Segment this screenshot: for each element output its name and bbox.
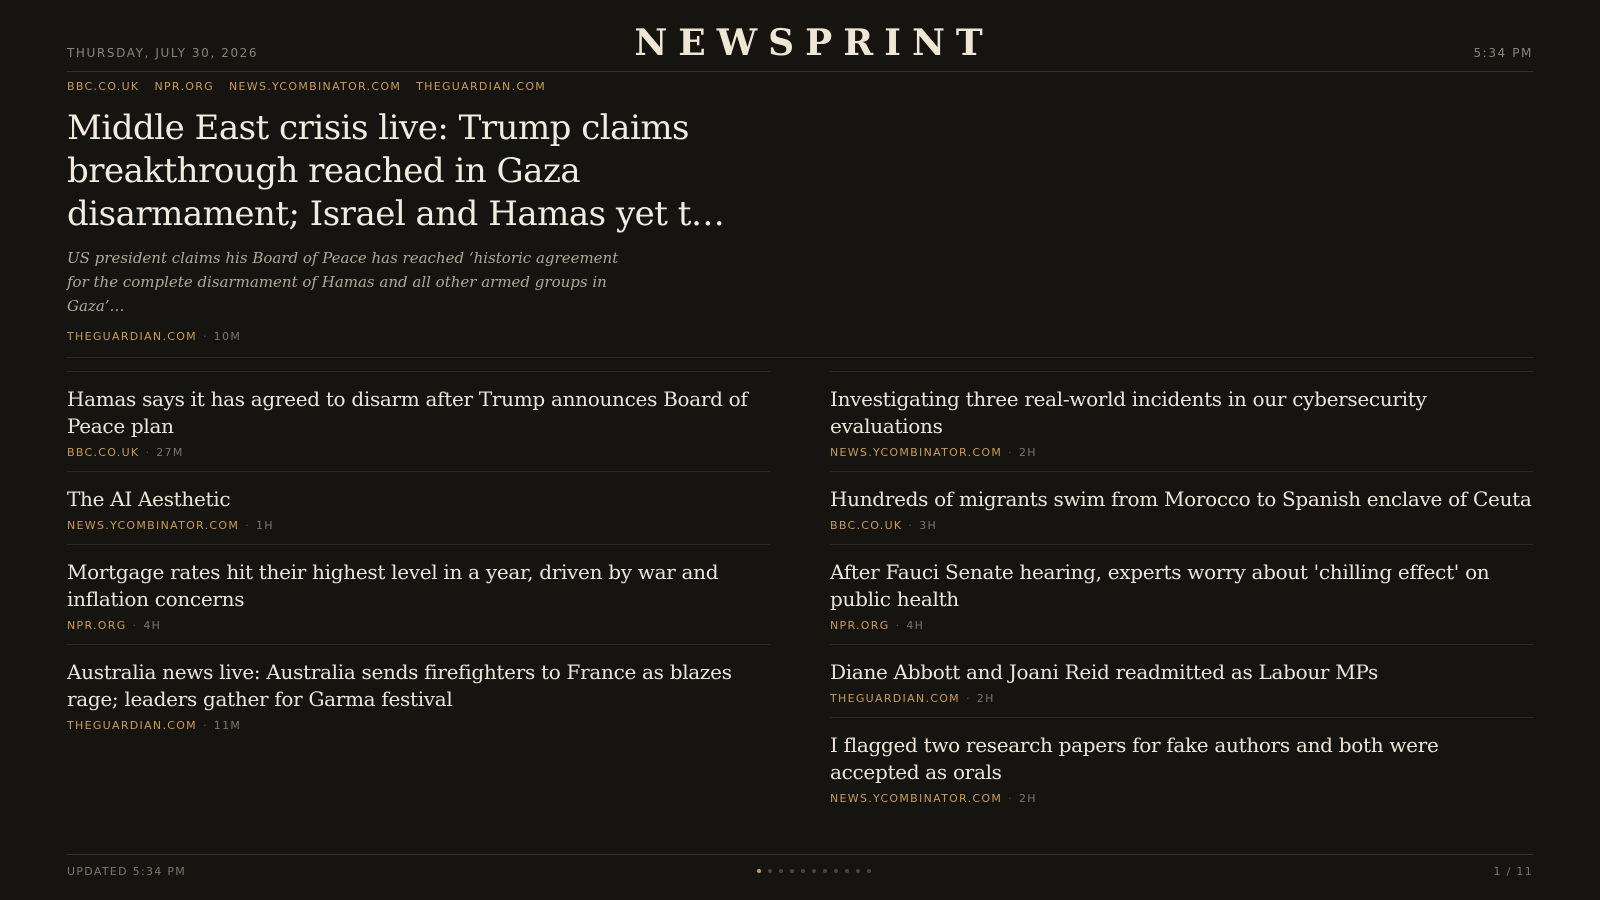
story-age: 11M <box>213 719 242 732</box>
story-headline[interactable]: Investigating three real-world incidents in our cybersecurity evaluations <box>830 387 1427 438</box>
meta-separator: · <box>145 446 151 459</box>
lead-story[interactable] <box>67 93 1533 358</box>
source-filter-guardian[interactable]: THEGUARDIAN.COM <box>416 80 547 93</box>
page-dot-6[interactable] <box>812 869 816 873</box>
page-dot-3[interactable] <box>779 869 783 873</box>
page-dot-11[interactable] <box>867 869 871 873</box>
page-dot-8[interactable] <box>834 869 838 873</box>
story-meta <box>830 519 1533 532</box>
masthead <box>67 0 1533 72</box>
current-date: THURSDAY, JULY 30, 2026 <box>67 46 259 60</box>
story-item[interactable] <box>830 545 1533 645</box>
story-headline[interactable]: Australia news live: Australia sends firefighters to France as blazes rage; leaders gather for Garma festival <box>67 660 732 711</box>
page-dot-9[interactable] <box>845 869 849 873</box>
meta-separator: · <box>1008 446 1013 459</box>
story-headline[interactable]: Hundreds of migrants swim from Morocco to Spanish enclave of Ceuta <box>830 487 1532 511</box>
story-source: THEGUARDIAN.COM <box>830 692 960 705</box>
story-headline[interactable]: The AI Aesthetic <box>67 487 231 511</box>
story-age: 3H <box>919 519 938 532</box>
lead-meta <box>67 330 1533 343</box>
page-dots <box>67 869 1533 873</box>
story-item[interactable] <box>67 545 770 645</box>
story-source: THEGUARDIAN.COM <box>67 330 197 343</box>
story-headline[interactable]: Diane Abbott and Joani Reid readmitted as Labour MPs <box>830 660 1378 684</box>
page-dot-10[interactable] <box>856 869 860 873</box>
last-updated: UPDATED 5:34 PM <box>67 865 187 878</box>
story-source: THEGUARDIAN.COM <box>67 719 197 732</box>
story-grid <box>67 371 1533 817</box>
meta-separator: · <box>908 519 914 532</box>
story-source: NPR.ORG <box>67 619 127 632</box>
story-age: 4H <box>143 619 162 632</box>
meta-separator: · <box>895 619 901 632</box>
story-headline[interactable]: Hamas says it has agreed to disarm after Trump announces Board of Peace plan <box>67 387 748 438</box>
page-dot-2[interactable] <box>768 869 772 873</box>
page-indicator: 1 / 11 <box>1493 865 1533 878</box>
source-filter-list <box>67 80 1533 93</box>
story-column-right <box>830 371 1533 817</box>
story-headline[interactable]: I flagged two research papers for fake authors and both were accepted as orals <box>830 733 1439 784</box>
source-filter-npr[interactable]: NPR.ORG <box>154 80 214 93</box>
meta-separator: · <box>245 519 250 532</box>
meta-separator: · <box>965 692 971 705</box>
story-age: 2H <box>976 692 995 705</box>
story-meta <box>67 719 770 732</box>
meta-separator: · <box>1008 792 1013 805</box>
story-age: 27M <box>156 446 184 459</box>
lead-summary: US president claims his Board of Peace has reached ‘historic agreement for the complete disarmament of Hamas and all other armed groups in Gaza’… <box>67 249 619 315</box>
lead-headline[interactable]: Middle East crisis live: Trump claims breakthrough reached in Gaza disarmament; Israel and Hamas yet t… <box>67 108 725 234</box>
story-source: NEWS.YCOMBINATOR.COM <box>67 519 240 532</box>
story-item[interactable] <box>67 645 770 744</box>
story-item[interactable] <box>830 645 1533 718</box>
story-headline[interactable]: After Fauci Senate hearing, experts worry about 'chilling effect' on public health <box>830 560 1490 611</box>
story-headline[interactable]: Mortgage rates hit their highest level in a year, driven by war and inflation concerns <box>67 560 719 611</box>
story-column-left <box>67 371 770 817</box>
story-meta <box>830 619 1533 632</box>
story-age: 2H <box>1018 792 1037 805</box>
story-meta <box>67 446 770 459</box>
story-meta <box>67 519 770 532</box>
story-item[interactable] <box>830 472 1533 545</box>
meta-separator: · <box>132 619 138 632</box>
brand-title: NEWSPRINT <box>634 22 994 64</box>
page-dot-4[interactable] <box>790 869 794 873</box>
page-dot-5[interactable] <box>801 869 805 873</box>
story-source: NPR.ORG <box>830 619 890 632</box>
source-filter-hackernews[interactable]: NEWS.YCOMBINATOR.COM <box>228 80 402 93</box>
story-meta <box>830 792 1533 805</box>
story-age: 4H <box>906 619 925 632</box>
story-meta <box>67 619 770 632</box>
story-item[interactable] <box>67 472 770 545</box>
current-time: 5:34 PM <box>1473 46 1533 60</box>
story-meta <box>830 692 1533 705</box>
story-source: BBC.CO.UK <box>67 446 140 459</box>
story-item[interactable] <box>67 372 770 472</box>
story-source: NEWS.YCOMBINATOR.COM <box>830 792 1003 805</box>
story-source: NEWS.YCOMBINATOR.COM <box>830 446 1003 459</box>
footer-bar <box>67 854 1533 900</box>
page-dot-7[interactable] <box>823 869 827 873</box>
story-item[interactable] <box>830 718 1533 817</box>
page-dot-1[interactable] <box>757 869 761 873</box>
source-filter-bbc[interactable]: BBC.CO.UK <box>67 80 140 93</box>
story-age: 2H <box>1018 446 1037 459</box>
story-source: BBC.CO.UK <box>830 519 903 532</box>
story-meta <box>830 446 1533 459</box>
meta-separator: · <box>202 330 208 343</box>
story-age: 10M <box>213 330 242 343</box>
story-item[interactable] <box>830 372 1533 472</box>
story-age: 1H <box>255 519 274 532</box>
meta-separator: · <box>202 719 208 732</box>
